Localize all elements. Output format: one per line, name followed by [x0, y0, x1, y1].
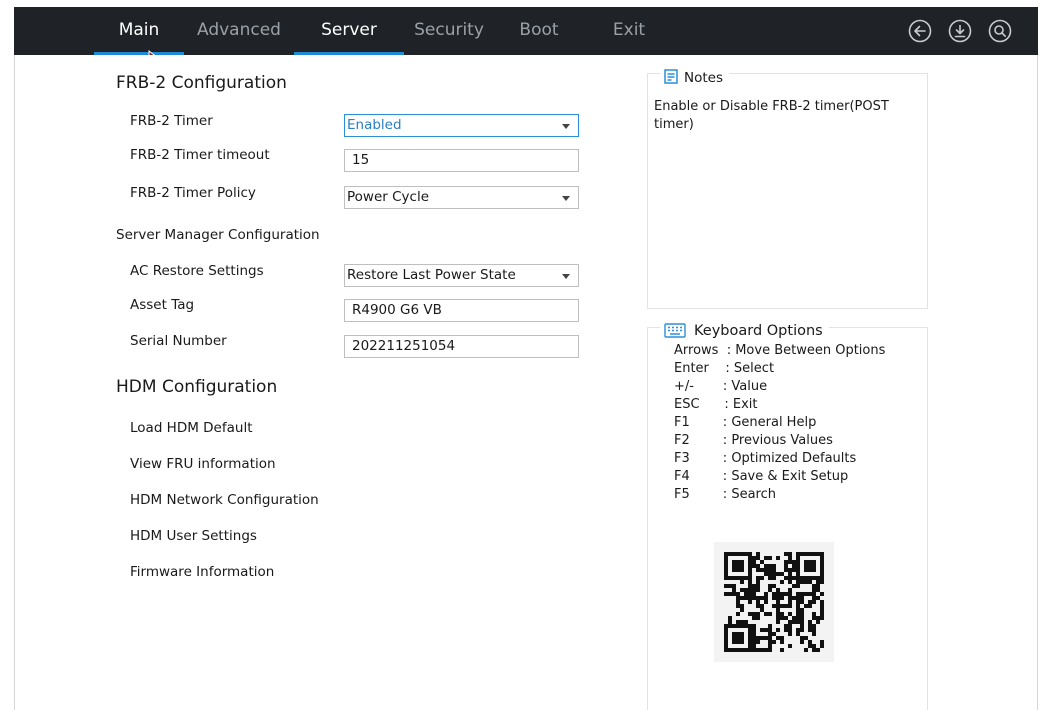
- tab-server[interactable]: [294, 7, 404, 55]
- asset-tag-value: R4900 G6 VB: [352, 302, 442, 318]
- keyboard-shortcut-row: F3 : Optimized Defaults: [674, 451, 857, 466]
- hdm-user-settings-link[interactable]: HDM User Settings: [130, 528, 257, 544]
- keyboard-icon: [664, 322, 686, 338]
- frb2-timeout-label: FRB-2 Timer timeout: [130, 147, 270, 163]
- keyboard-options-title: Keyboard Options: [694, 323, 823, 339]
- frame-left-border: [14, 55, 15, 710]
- tab-exit[interactable]: [584, 7, 674, 55]
- hdm-section-title: HDM Configuration: [116, 377, 278, 397]
- notes-title: Notes: [684, 70, 723, 86]
- keyboard-shortcut-list: [674, 342, 885, 504]
- keyboard-shortcut-row: Arrows : Move Between Options: [674, 343, 886, 358]
- asset-tag-label: Asset Tag: [130, 297, 195, 313]
- keyboard-shortcut-row: F5 : Search: [674, 487, 776, 502]
- keyboard-options-header: [660, 319, 829, 339]
- qr-code: [714, 542, 834, 662]
- frb2-timeout-input[interactable]: [344, 149, 579, 172]
- notes-icon: [664, 69, 678, 84]
- tab-exit-label: Exit: [612, 20, 646, 40]
- save-download-icon[interactable]: [948, 19, 972, 43]
- keyboard-shortcut-row: ESC : Exit: [674, 397, 758, 412]
- qr-code-icon: [714, 542, 834, 662]
- keyboard-shortcut-row: F1 : General Help: [674, 415, 817, 430]
- frb2-policy-value: Power Cycle: [347, 189, 430, 205]
- frb2-timer-value: Enabled: [347, 117, 402, 133]
- keyboard-shortcut-row: Enter : Select: [674, 361, 775, 376]
- keyboard-options-panel: [647, 323, 928, 710]
- ac-restore-value: Restore Last Power State: [347, 267, 516, 283]
- view-fru-information-link[interactable]: View FRU information: [130, 456, 276, 472]
- serial-number-label: Serial Number: [130, 333, 227, 349]
- frb2-policy-select[interactable]: [344, 186, 579, 209]
- notes-header: [660, 67, 729, 85]
- frame-right-border: [1037, 55, 1038, 710]
- server-manager-section-title: Server Manager Configuration: [116, 227, 320, 243]
- serial-number-input[interactable]: [344, 335, 579, 358]
- serial-number-value: 202211251054: [352, 338, 456, 354]
- keyboard-shortcut-row: F2 : Previous Values: [674, 433, 833, 448]
- ac-restore-select[interactable]: [344, 264, 579, 287]
- notes-panel: [647, 70, 928, 309]
- notes-text: Enable or Disable FRB-2 timer(POST timer): [654, 99, 889, 132]
- tab-server-label: Server: [321, 20, 377, 40]
- chevron-down-icon: [562, 274, 570, 279]
- keyboard-shortcut-row: F4 : Save & Exit Setup: [674, 469, 849, 484]
- keyboard-shortcut-row: +/- : Value: [674, 379, 768, 394]
- tab-security[interactable]: [404, 7, 494, 55]
- frb2-section-title: FRB-2 Configuration: [116, 73, 287, 93]
- hdm-network-configuration-link[interactable]: HDM Network Configuration: [130, 492, 319, 508]
- ac-restore-label: AC Restore Settings: [130, 263, 264, 279]
- tab-main-label: Main: [118, 20, 160, 40]
- load-hdm-default-link[interactable]: Load HDM Default: [130, 420, 253, 436]
- tab-advanced[interactable]: [184, 7, 294, 55]
- frb2-timer-label: FRB-2 Timer: [130, 113, 213, 129]
- tab-boot[interactable]: [494, 7, 584, 55]
- asset-tag-input[interactable]: [344, 299, 579, 322]
- tab-advanced-label: Advanced: [197, 20, 281, 40]
- tab-security-label: Security: [414, 20, 484, 40]
- tab-boot-label: Boot: [519, 20, 559, 40]
- chevron-down-icon: [562, 124, 570, 129]
- search-icon[interactable]: [988, 19, 1012, 43]
- frb2-timeout-value: 15: [352, 152, 370, 168]
- frb2-policy-label: FRB-2 Timer Policy: [130, 185, 256, 201]
- back-icon[interactable]: [908, 19, 932, 43]
- top-navigation-bar: [14, 7, 1038, 55]
- tab-main[interactable]: [94, 7, 184, 55]
- frb2-timer-select[interactable]: [344, 114, 579, 137]
- chevron-down-icon: [562, 196, 570, 201]
- firmware-information-link[interactable]: Firmware Information: [130, 564, 275, 580]
